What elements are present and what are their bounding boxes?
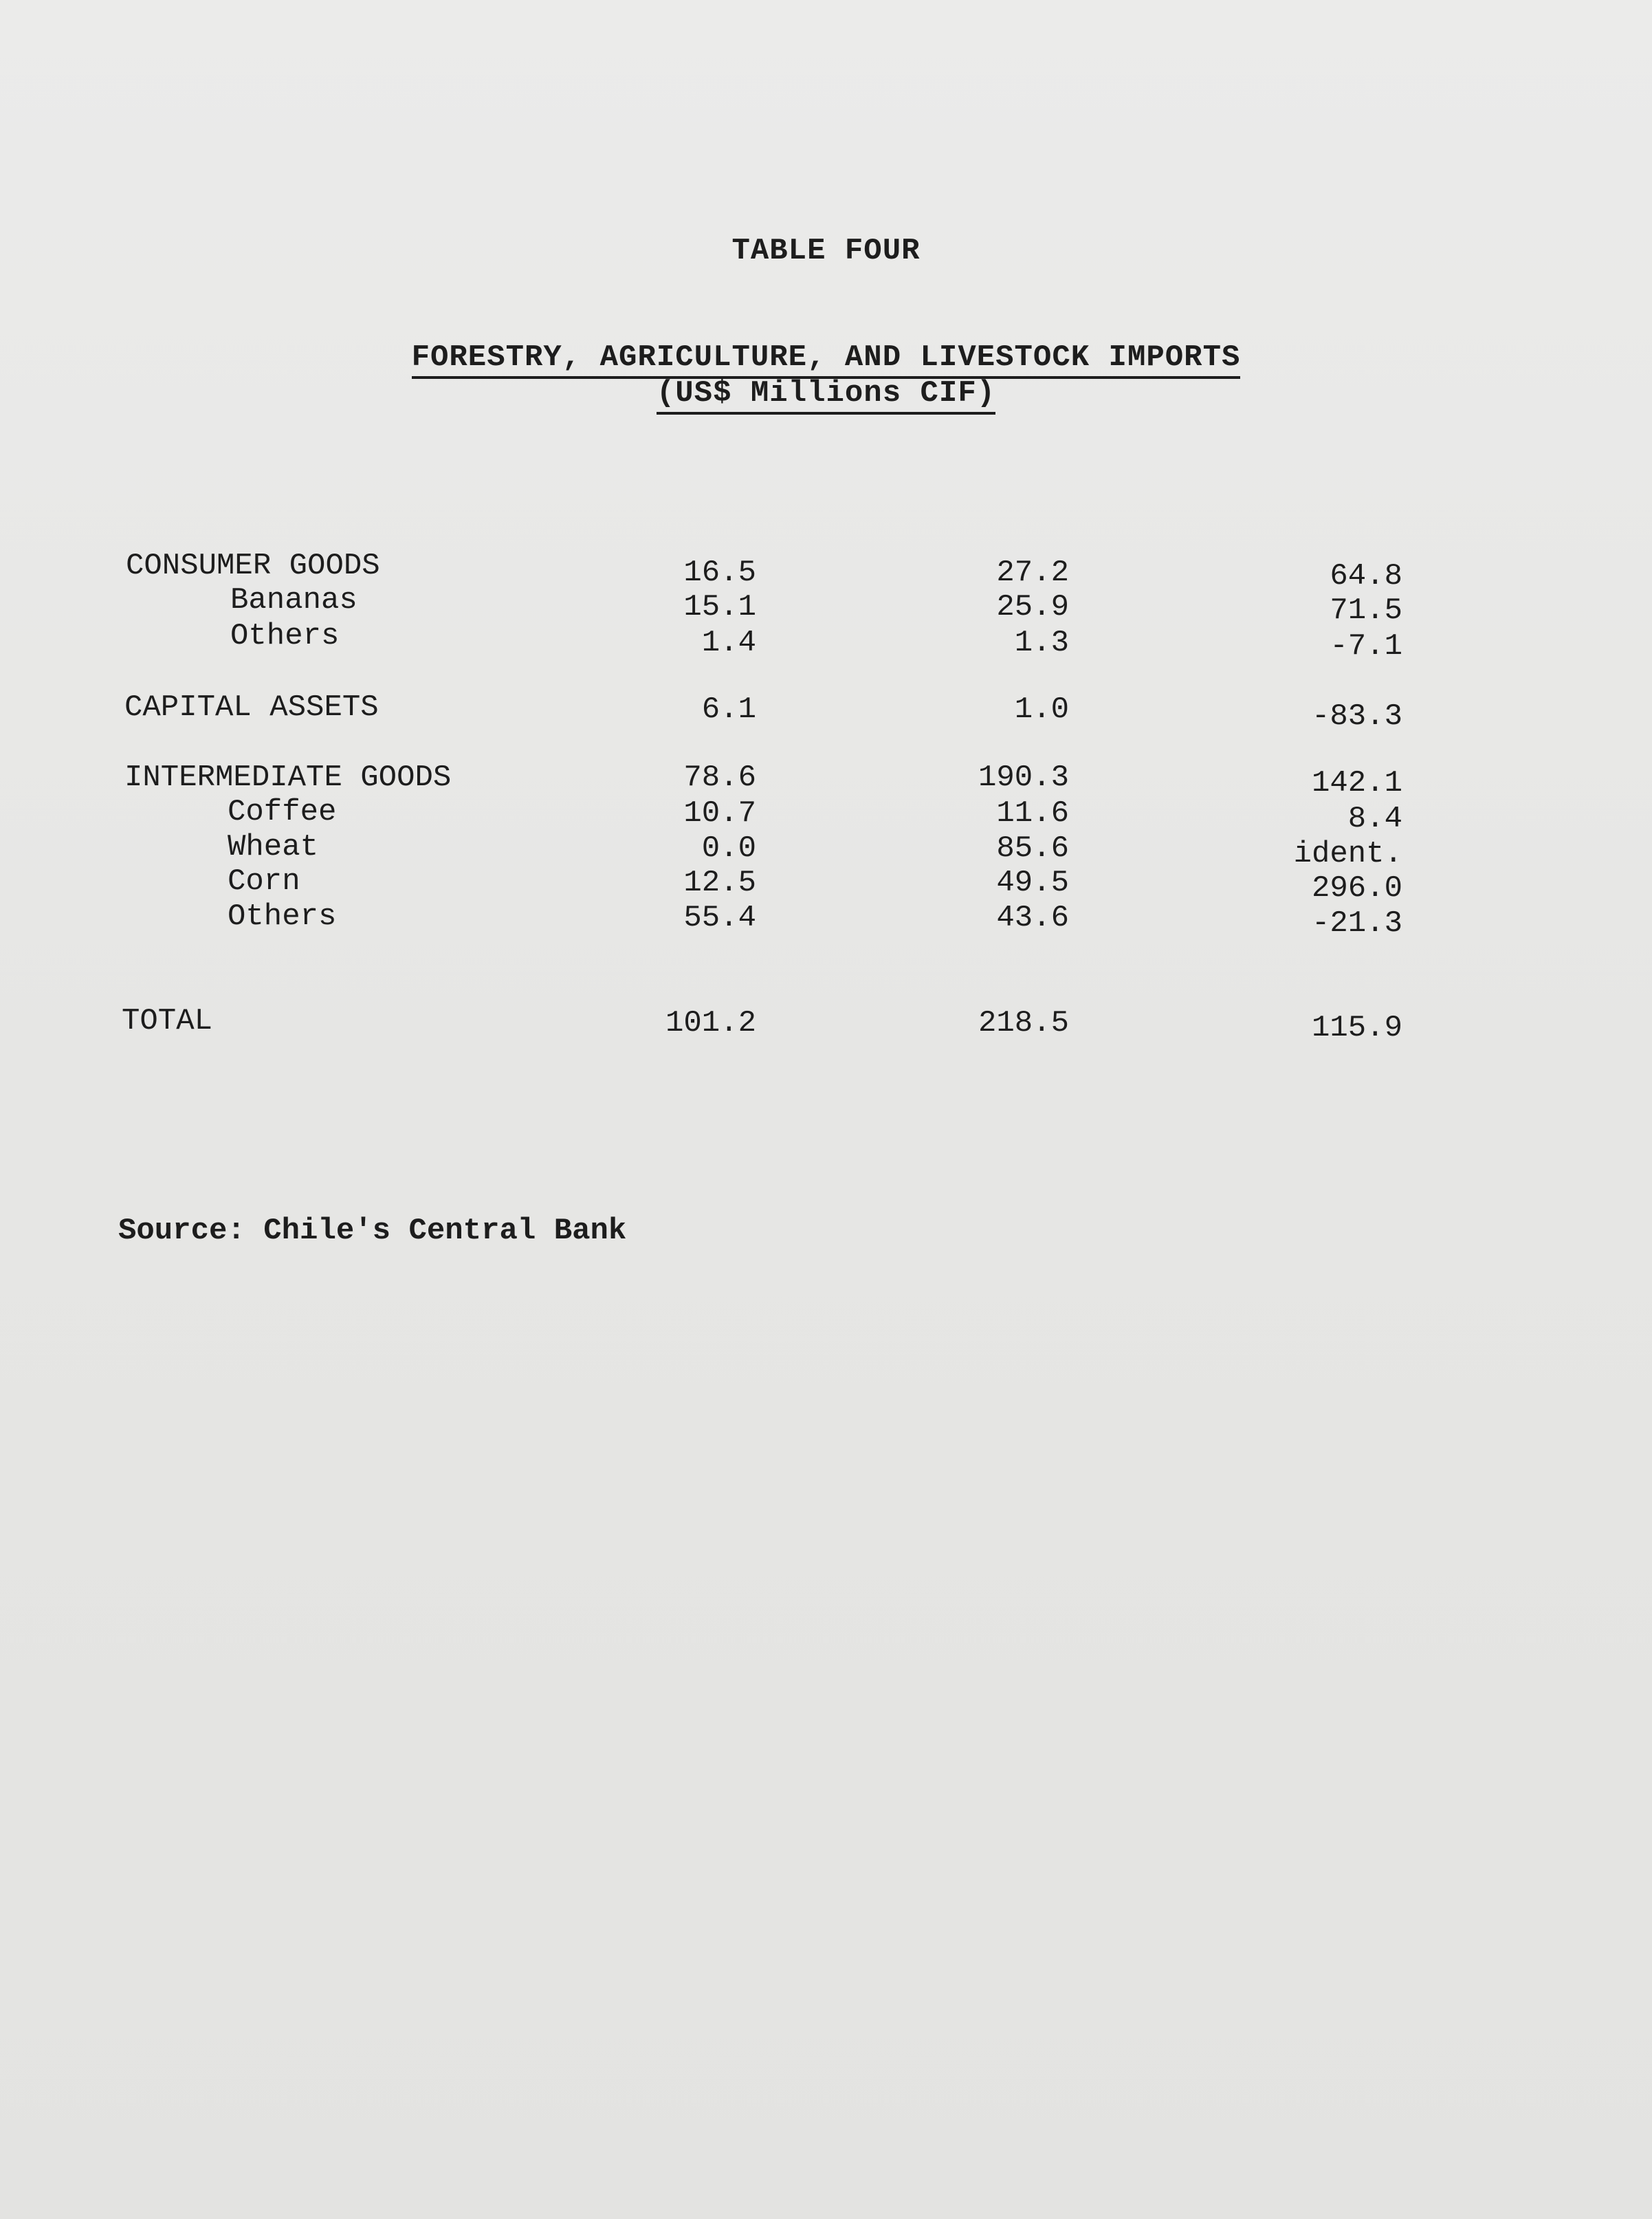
- row-label: TOTAL: [122, 1004, 213, 1038]
- cell-value-1: 6.1: [701, 692, 756, 727]
- cell-value-2: 49.5: [996, 866, 1069, 900]
- cell-value-1: 55.4: [683, 901, 756, 935]
- cell-value-1: 12.5: [683, 866, 756, 900]
- table-row-total: [0, 1004, 1652, 1045]
- cell-value-2: 190.3: [978, 761, 1069, 795]
- cell-value-3: 296.0: [1311, 871, 1402, 906]
- row-label: CONSUMER GOODS: [126, 549, 380, 583]
- table-row-coffee: [0, 795, 1652, 836]
- cell-value-2: 1.3: [1014, 626, 1069, 660]
- table-row-wheat: [0, 830, 1652, 871]
- table-title: TABLE FOUR: [731, 234, 921, 268]
- cell-value-3: ident.: [1293, 837, 1402, 871]
- cell-value-3: -7.1: [1330, 629, 1402, 664]
- row-label: Others: [230, 619, 340, 653]
- cell-value-3: 64.8: [1330, 559, 1402, 593]
- row-label: Wheat: [228, 830, 319, 864]
- cell-value-2: 27.2: [996, 556, 1069, 590]
- row-label: CAPITAL ASSETS: [124, 690, 379, 725]
- cell-value-3: 115.9: [1311, 1011, 1402, 1045]
- cell-value-3: 71.5: [1330, 593, 1402, 628]
- source-note: Source: Chile's Central Bank: [118, 1214, 627, 1248]
- table-row-corn: [0, 864, 1652, 906]
- cell-value-3: 8.4: [1347, 802, 1402, 836]
- table-row-consumer-goods: [0, 549, 1652, 593]
- cell-value-2: 11.6: [996, 796, 1069, 831]
- cell-value-1: 0.0: [701, 831, 756, 866]
- table-row-intermediate-goods: [0, 761, 1652, 800]
- cell-value-2: 43.6: [996, 901, 1069, 935]
- cell-value-1: 78.6: [683, 761, 756, 795]
- cell-value-3: -83.3: [1311, 699, 1402, 734]
- row-label: INTERMEDIATE GOODS: [124, 761, 452, 795]
- row-label: Others: [228, 899, 337, 934]
- row-label: Corn: [228, 864, 300, 899]
- cell-value-3: -21.3: [1311, 906, 1402, 941]
- table-row-bananas: [0, 583, 1652, 628]
- cell-value-1: 1.4: [701, 626, 756, 660]
- cell-value-3: 142.1: [1311, 766, 1402, 800]
- cell-value-2: 1.0: [1014, 692, 1069, 727]
- heading-text-line2: (US$ Millions CIF): [657, 376, 995, 415]
- cell-value-1: 10.7: [683, 796, 756, 831]
- cell-value-2: 218.5: [978, 1006, 1069, 1040]
- cell-value-2: 85.6: [996, 831, 1069, 866]
- row-label: Bananas: [230, 583, 357, 617]
- row-label: Coffee: [228, 795, 337, 829]
- cell-value-2: 25.9: [996, 590, 1069, 624]
- table-row-capital-assets: [0, 690, 1652, 734]
- table-heading-line1: [0, 340, 1652, 375]
- table-row-others-intermediate: [0, 899, 1652, 941]
- cell-value-1: 16.5: [683, 556, 756, 590]
- heading-text-line1: FORESTRY, AGRICULTURE, AND LIVESTOCK IMPORTS: [412, 340, 1241, 379]
- cell-value-1: 101.2: [665, 1006, 756, 1040]
- table-row-others-consumer: [0, 619, 1652, 664]
- cell-value-1: 15.1: [683, 590, 756, 624]
- table-heading-line2: [0, 376, 1652, 411]
